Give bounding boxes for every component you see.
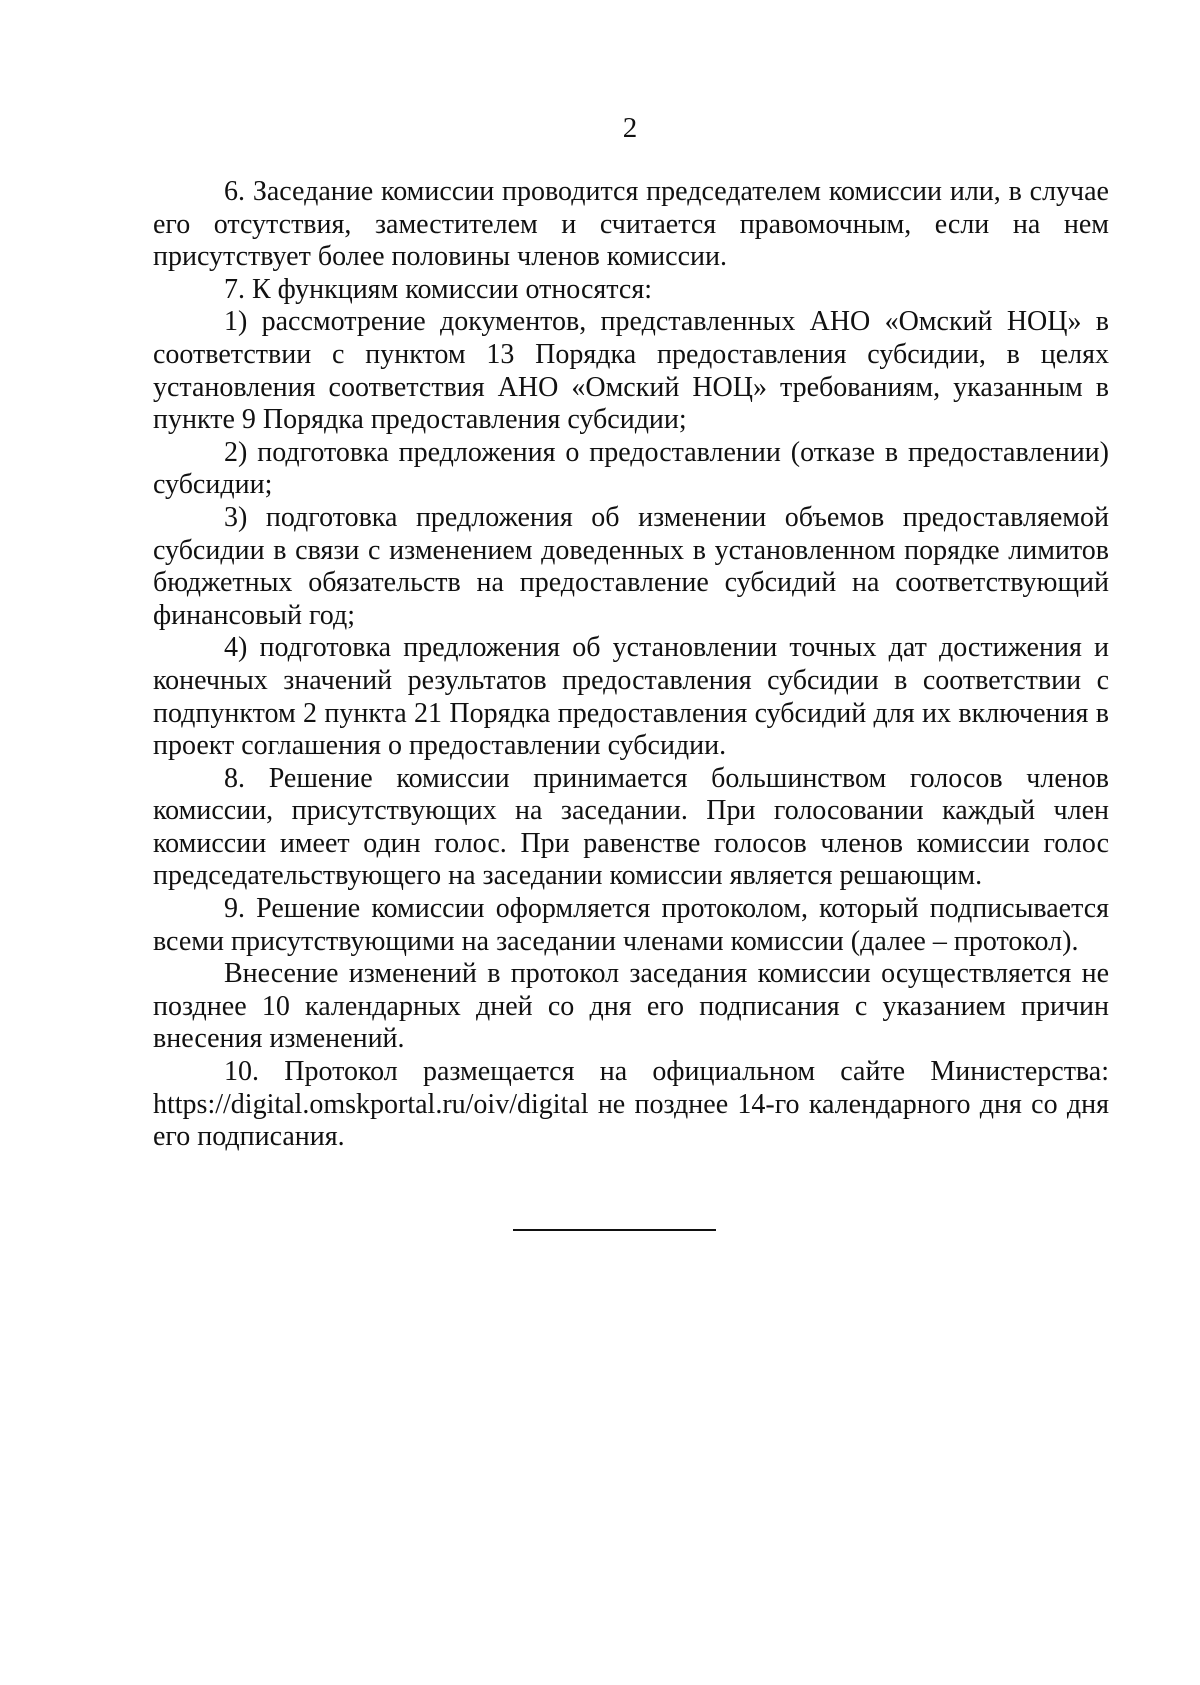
paragraph-item-7-3: 3) подготовка предложения об изменении объемов предоставляемой субсидии в связи с изменением доведенных в установленном порядке лимитов бюджетных обязательств на предоставление субсидий на соответствующий финансовый год;: [153, 501, 1109, 631]
page-number: 2: [622, 112, 638, 144]
paragraph-item-6: 6. Заседание комиссии проводится председателем комиссии или, в случае его отсутствия, заместителем и считается правомочным, если на нем присутствует более половины членов комиссии.: [153, 176, 1109, 273]
paragraph-item-7-2: 2) подготовка предложения о предоставлении (отказе в предоставлении) субсидии;: [153, 436, 1109, 501]
paragraph-item-8: 8. Решение комиссии принимается большинством голосов членов комиссии, присутствующих на заседании. При голосовании каждый член комиссии имеет один голос. При равенстве голосов членов комиссии голос председательствующего на заседании комиссии является решающим.: [153, 762, 1109, 892]
paragraph-item-9-amendments: Внесение изменений в протокол заседания комиссии осуществляется не позднее 10 календарных дней со дня его подписания с указанием причин внесения изменений.: [153, 958, 1109, 1055]
end-separator-line: [513, 1229, 716, 1231]
document-body: [153, 176, 1109, 1154]
paragraph-item-9: 9. Решение комиссии оформляется протоколом, который подписывается всеми присутствующими на заседании членами комиссии (далее – протокол).: [153, 893, 1109, 957]
paragraph-item-7-4: 4) подготовка предложения об установлении точных дат достижения и конечных значений результатов предоставления субсидии в соответствии с подпунктом 2 пункта 21 Порядка предоставления субсидий для их включения в проект соглашения о предоставлении субсидии.: [153, 632, 1109, 762]
paragraph-item-10: 10. Протокол размещается на официальном сайте Министерства: https://digital.omskportal.ru/oiv/digital не позднее 14-го календарного дня со дня его подписания.: [153, 1056, 1109, 1153]
paragraph-item-7-1: 1) рассмотрение документов, представленных АНО «Омский НОЦ» в соответствии с пунктом 13 Порядка предоставления субсидии, в целях установления соответствия АНО «Омский НОЦ» требованиям, указанным в пункте 9 Порядка предоставления субсидии;: [153, 306, 1109, 436]
paragraph-item-7: 7. К функциям комиссии относятся:: [224, 273, 652, 305]
